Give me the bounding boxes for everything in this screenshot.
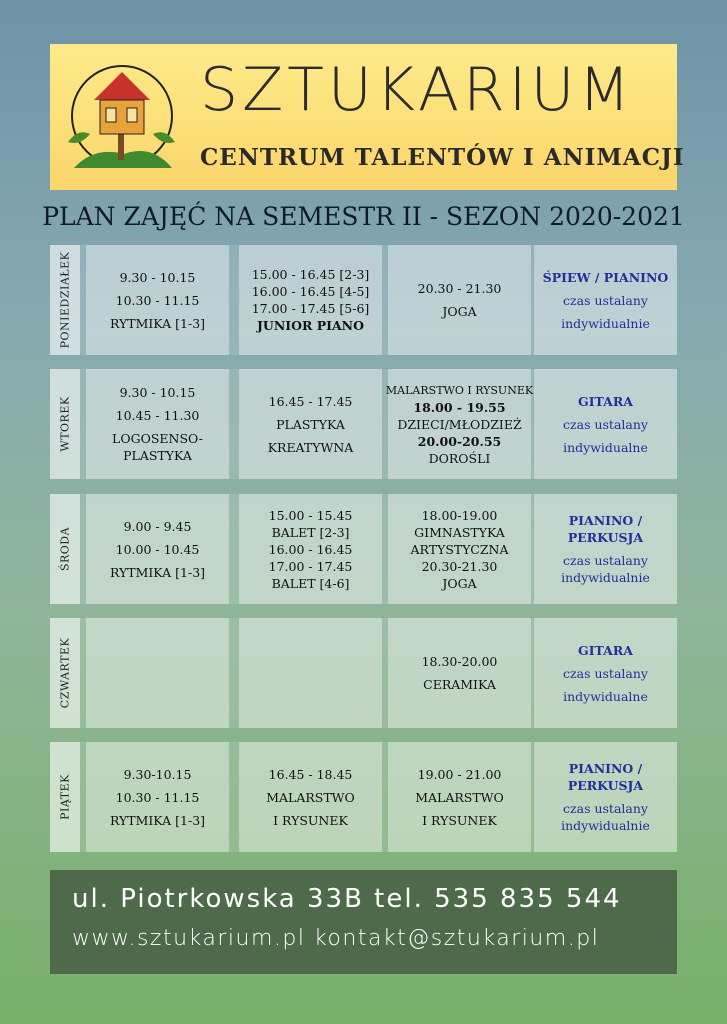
cell-line: czas ustalany <box>563 292 648 308</box>
schedule-row <box>50 369 677 479</box>
cell-line: 9.30 - 10.15 <box>119 269 196 285</box>
cell-line: 20.00-20.55 <box>417 433 502 449</box>
schedule-cell <box>86 245 229 355</box>
cell-line: PIANINO / <box>568 761 643 776</box>
schedule-cell <box>239 618 382 728</box>
cell-line: PERKUSJA <box>567 778 644 793</box>
cell-line: 17.00 - 17.45 [5-6] <box>251 301 370 316</box>
cell-line: 10.30 - 11.15 <box>115 789 200 805</box>
cell-line: 16.00 - 16.45 <box>268 541 353 557</box>
schedule-cell <box>534 369 677 479</box>
schedule-row <box>50 245 677 355</box>
cell-line: 10.45 - 11.30 <box>115 408 200 423</box>
cell-line: BALET [4-6] <box>271 575 350 591</box>
schedule-row <box>50 494 677 604</box>
cell-line: DOROŚLI <box>428 450 491 466</box>
cell-line: KREATYWNA <box>267 439 354 455</box>
schedule-row <box>50 742 677 852</box>
schedule-cell <box>388 245 531 355</box>
cell-line: BALET [2-3] <box>271 524 350 540</box>
cell-line: 16.45 - 18.45 <box>268 766 353 782</box>
cell-line: ARTYSTYCZNA <box>410 541 509 557</box>
cell-line: RYTMIKA [1-3] <box>109 564 206 580</box>
schedule-cell <box>239 245 382 355</box>
day-label <box>50 245 80 355</box>
schedule-cell <box>534 618 677 728</box>
schedule-cell <box>385 369 534 479</box>
website-email: www.sztukarium.pl kontakt@sztukarium.pl <box>72 926 600 951</box>
address-phone: ul. Piotrkowska 33B tel. 535 835 544 <box>72 884 622 914</box>
cell-line: DZIECI/MŁODZIEŻ <box>397 416 522 432</box>
cell-line: 9.30 - 10.15 <box>119 385 196 400</box>
schedule-cell <box>86 494 229 604</box>
cell-line: czas ustalany <box>563 553 648 568</box>
cell-line: 20.30 - 21.30 <box>417 281 502 296</box>
schedule-cell <box>86 742 229 852</box>
cell-line: 18.00-19.00 <box>421 507 498 523</box>
cell-line: 9.30-10.15 <box>123 766 192 782</box>
schedule-cell <box>534 742 677 852</box>
cell-line: RYTMIKA [1-3] <box>109 812 206 828</box>
cell-line: GITARA <box>578 393 633 409</box>
brand-subtitle: CENTRUM TALENTÓW I ANIMACJI <box>200 144 685 171</box>
contact-footer <box>50 870 677 974</box>
cell-line: GIMNASTYKA <box>414 524 505 540</box>
cell-line: LOGOSENSO- <box>112 431 203 446</box>
cell-line: 20.30-21.30 <box>421 558 498 574</box>
schedule-cell <box>86 369 229 479</box>
schedule-cell <box>534 494 677 604</box>
house-logo-icon <box>64 58 179 176</box>
day-name: PIĄTEK <box>58 774 72 820</box>
day-name: PONIEDZIAŁEK <box>58 251 72 349</box>
cell-line: 16.45 - 17.45 <box>268 393 353 409</box>
cell-line: 9.00 - 9.45 <box>123 518 192 534</box>
cell-line: PLASTYKA <box>276 416 345 432</box>
cell-line: 10.30 - 11.15 <box>115 292 200 308</box>
cell-line: PERKUSJA <box>567 530 644 545</box>
plan-title: PLAN ZAJĘĆ NA SEMESTR II - SEZON 2020-2021 <box>42 202 685 231</box>
brand-name: SZTUKARIUM <box>200 55 635 125</box>
cell-line: CERAMIKA <box>423 677 496 692</box>
cell-line: MALARSTWO <box>266 789 355 805</box>
day-label <box>50 369 80 479</box>
cell-line: PLASTYKA <box>123 448 192 463</box>
schedule-cell <box>239 369 382 479</box>
cell-line: GITARA <box>578 642 633 658</box>
schedule-cell <box>239 494 382 604</box>
cell-line: 15.00 - 15.45 <box>268 507 353 523</box>
schedule-cell <box>388 494 531 604</box>
cell-line: MALARSTWO I RYSUNEK <box>385 383 534 397</box>
day-name: WTOREK <box>58 396 72 452</box>
day-label <box>50 742 80 852</box>
cell-line: I RYSUNEK <box>422 812 497 828</box>
cell-line: indywidualnie <box>561 818 650 833</box>
cell-line: 19.00 - 21.00 <box>417 766 502 782</box>
cell-line: czas ustalany <box>563 416 648 432</box>
cell-line: RYTMIKA [1-3] <box>109 315 206 331</box>
day-name: CZWARTEK <box>58 637 72 709</box>
day-name: ŚRODA <box>58 526 72 572</box>
schedule-cell <box>388 742 531 852</box>
day-label <box>50 618 80 728</box>
cell-line: JUNIOR PIANO <box>257 318 364 333</box>
cell-line: czas ustalany <box>563 665 648 681</box>
schedule-cell <box>239 742 382 852</box>
cell-line: 18.00 - 19.55 <box>413 399 506 415</box>
cell-line: I RYSUNEK <box>273 812 348 828</box>
cell-line: indywidualnie <box>561 315 650 331</box>
cell-line: JOGA <box>442 575 477 591</box>
cell-line: indywidualne <box>563 439 648 455</box>
schedule-cell <box>388 618 531 728</box>
cell-line: JOGA <box>442 304 477 319</box>
cell-line: 15.00 - 16.45 [2-3] <box>251 267 370 282</box>
cell-line: 17.00 - 17.45 <box>268 558 353 574</box>
cell-line: MALARSTWO <box>415 789 504 805</box>
schedule-row <box>50 618 677 728</box>
schedule-cell <box>534 245 677 355</box>
cell-line: 16.00 - 16.45 [4-5] <box>251 284 370 299</box>
day-label <box>50 494 80 604</box>
cell-line: PIANINO / <box>568 513 643 528</box>
header-banner <box>50 44 685 190</box>
cell-line: 10.00 - 10.45 <box>115 541 200 557</box>
cell-line: ŚPIEW / PIANINO <box>542 269 669 285</box>
cell-line: czas ustalany <box>563 801 648 816</box>
cell-line: indywidualne <box>563 688 648 704</box>
cell-line: indywidualnie <box>561 570 650 585</box>
cell-line: 18.30-20.00 <box>421 654 498 669</box>
schedule-cell <box>86 618 229 728</box>
